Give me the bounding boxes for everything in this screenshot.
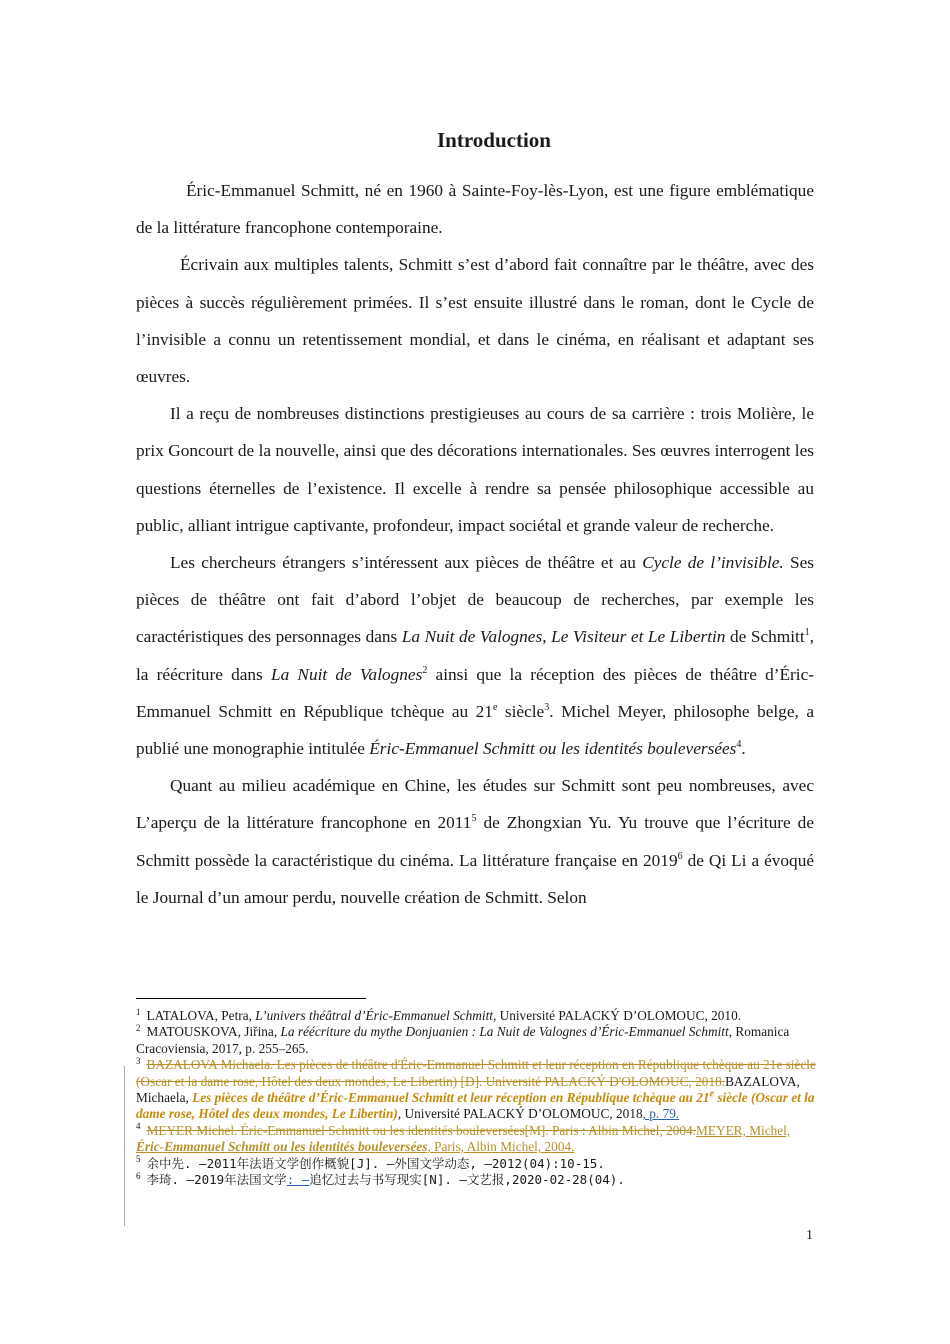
footnote-separator	[136, 998, 366, 999]
paragraph-2: Écrivain aux multiples talents, Schmitt s’est d’abord fait connaître par le théâtre, avec des pièces à succès régulièrement primées. Il s’est ensuite illustré dans le roman, dont le Cycle de l’invisible a connu un retentissement mondial, et dans le cinéma, en réalisant et adaptant ses œuvres.	[136, 255, 814, 387]
ordinal-sup: e	[709, 1088, 715, 1100]
footnote-4	[136, 1123, 816, 1156]
tracked-insertion[interactable]: siècle (Oscar et la dame rose, Hôtel des deux mondes, Le Libertin)	[136, 1090, 815, 1122]
italic-title: L’univers théâtral d’Éric-Emmanuel Schmitt	[255, 1008, 493, 1023]
text-span: MATOUSKOVA, Jiřina,	[146, 1024, 281, 1040]
text-span: Les chercheurs étrangers s’intéressent aux pièces de théâtre et au	[170, 553, 643, 573]
footnote-6	[136, 1172, 816, 1188]
footnote-2	[136, 1024, 816, 1057]
text-span: , Romanica Cracoviensia, 2017, p. 255–265.	[136, 1024, 790, 1056]
tracked-insertion[interactable]: MEYER, Michel,	[696, 1122, 791, 1138]
footnote-1	[136, 1008, 816, 1024]
italic-title: Cycle de l’invisible.	[642, 553, 784, 573]
footnote-number: 6	[136, 1170, 141, 1181]
text-span: , la réécriture dans	[136, 627, 814, 684]
footnotes	[136, 1008, 816, 1188]
italic-title: La Nuit de Valognes	[270, 664, 423, 684]
text-span: ,	[542, 627, 552, 647]
text-span: 追忆过去与书写现实[N]. ‒文艺报,2020-02-28(04).	[309, 1172, 625, 1188]
text-span: 李琦. ‒2019年法国文学	[146, 1172, 287, 1188]
text-span: ainsi que la réception des pièces de théâtre d’Éric-Emmanuel Schmitt en République tchèque au 21	[136, 664, 814, 721]
text-span: 余中先. ‒2011年法语文学创作概貌[J]. ‒外国文学动态, ‒2012(04):10-15.	[146, 1155, 605, 1171]
text-span: Quant au milieu académique en Chine, les études sur Schmitt sont peu nombreuses, avec L’aperçu de la littérature francophone en 2011	[136, 776, 814, 833]
paragraph-1: Éric-Emmanuel Schmitt, né en 1960 à Sainte-Foy-lès-Lyon, est une figure emblématique de la littérature francophone contemporaine.	[136, 181, 814, 238]
tracked-deletion[interactable]: BAZALOVA Michaela. Les pièces de théâtre d'Éric-Emmanuel Schmitt et leur réception en République tchèque au 21e siècle (Oscar et la dame rose, Hôtel des deux mondes, Le Libertin) [D]. Université PALACKÝ D'OLOMOUC, 2018.	[136, 1057, 816, 1089]
footnote-ref-2[interactable]: 2	[422, 664, 428, 676]
footnote-ref-1[interactable]: 1	[804, 627, 810, 639]
text-span: , Université PALACKÝ D’OLOMOUC, 2018	[397, 1106, 643, 1122]
footnote-number: 5	[136, 1154, 141, 1165]
tracked-insertion-blue[interactable]: , p. 79.	[642, 1106, 680, 1122]
tracked-insertion[interactable]: , Paris, Albin Michel, 2004.	[427, 1139, 575, 1155]
italic-title: La Nuit de Valognes	[401, 627, 543, 647]
text-span: de Schmitt	[725, 627, 805, 647]
tracked-insertion[interactable]: Les pièces de théâtre d’Éric-Emmanuel Schmitt et leur réception en République tchèque au 21	[192, 1090, 710, 1106]
tracked-insertion[interactable]: Éric-Emmanuel Schmitt ou les identités bouleversées	[136, 1139, 428, 1155]
text-span: , Université PALACKÝ D’OLOMOUC, 2010.	[492, 1008, 742, 1023]
italic-title: Éric-Emmanuel Schmitt ou les identités bouleversées	[369, 739, 737, 759]
text-span: siècle	[497, 701, 545, 721]
footnote-number: 3	[136, 1055, 141, 1066]
footnote-5	[136, 1156, 816, 1172]
paragraph-4	[136, 544, 814, 767]
footnote-ref-3[interactable]: 3	[544, 702, 550, 714]
text-span: . Michel Meyer, philosophe belge, a publié une monographie intitulée	[136, 701, 814, 759]
italic-title: Le Visiteur et Le Libertin	[551, 627, 726, 647]
page-number: 1	[806, 1228, 813, 1243]
paragraph-5	[136, 767, 814, 916]
footnote-ref-4[interactable]: 4	[736, 739, 742, 751]
text-span: de Zhongxian Yu. Yu trouve que l’écriture de Schmitt possède la caractéristique du cinéma. La littérature française en 2019	[136, 813, 814, 870]
page-title: Introduction	[437, 128, 551, 152]
footnote-ref-5[interactable]: 5	[471, 813, 477, 825]
text-span: Ses pièces de théâtre ont fait d’abord l’objet de beaucoup de recherches, par exemple les caractéristiques des personnages dans	[136, 553, 815, 647]
body-text	[136, 172, 814, 916]
tracked-change[interactable]: : ‒	[286, 1172, 310, 1188]
footnote-3	[136, 1057, 816, 1123]
text-span: .	[741, 739, 746, 759]
paragraph-3: Il a reçu de nombreuses distinctions prestigieuses au cours de sa carrière : trois Molière, le prix Goncourt de la nouvelle, ainsi que des décorations internationales. Ses œuvres interrogent les questions éternelles de l’existence. Il excelle à rendre sa pensée philosophique accessible au public, alliant intrigue captivante, profondeur, impact sociétal et grande valeur de recherche.	[136, 404, 814, 535]
footnote-number: 1	[136, 1006, 141, 1017]
footnote-ref-6[interactable]: 6	[677, 850, 683, 862]
italic-title: La réécriture du mythe Donjuanien : La Nuit de Valognes d’Éric-Emmanuel Schmitt	[280, 1024, 729, 1040]
text-span: de Qi Li a évoqué le Journal d’un amour perdu, nouvelle création de Schmitt. Selon	[136, 850, 814, 907]
footnote-number: 2	[136, 1022, 141, 1033]
ordinal-sup: e	[492, 702, 498, 714]
text-span: BAZALOVA, Michaela,	[136, 1073, 800, 1106]
tracked-deletion[interactable]: MEYER Michel. Éric-Emmanuel Schmitt ou les identités bouleversées[M]. Paris : Albin Michel, 2004.	[146, 1122, 697, 1138]
change-bar	[124, 1066, 125, 1226]
footnote-number: 4	[136, 1121, 141, 1132]
text-span: LATALOVA, Petra,	[146, 1008, 256, 1023]
